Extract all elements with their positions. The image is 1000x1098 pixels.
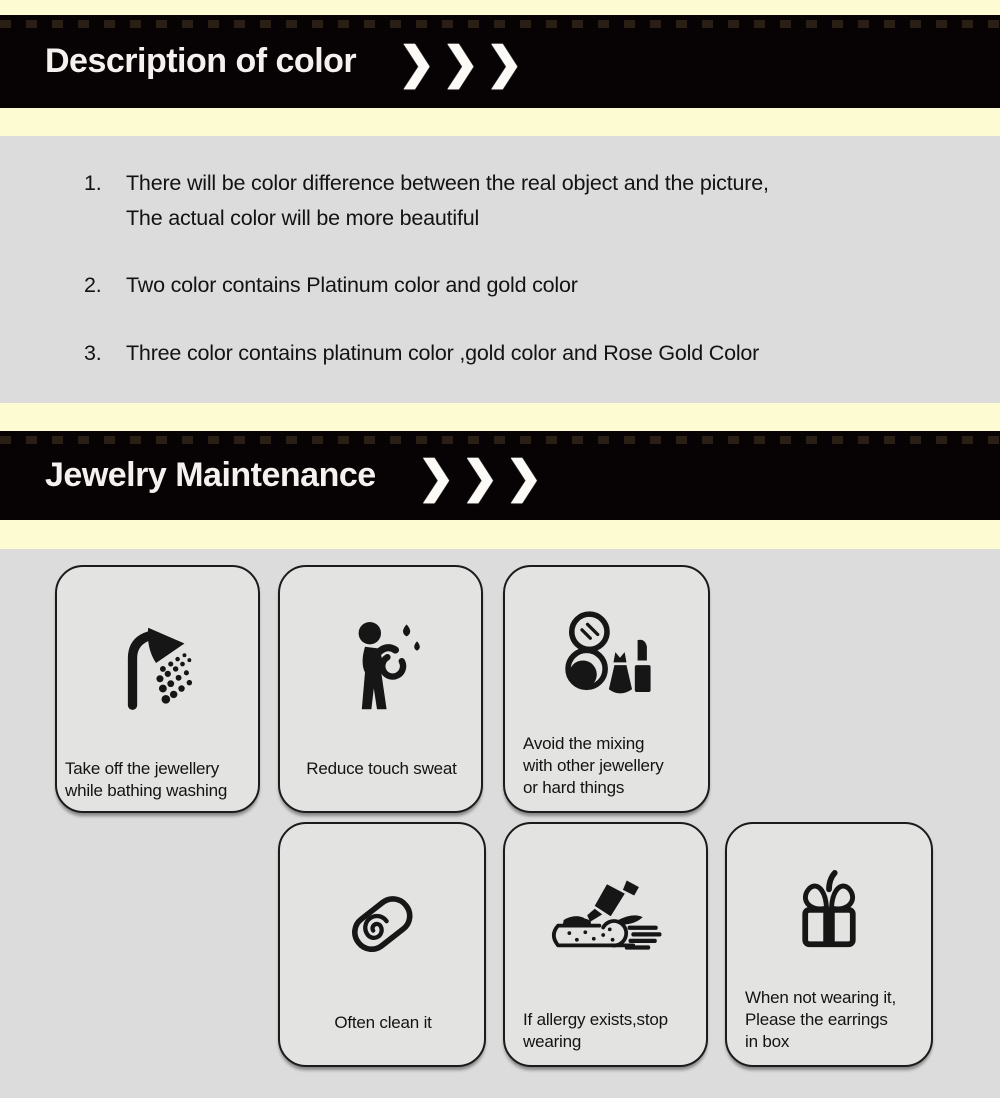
cosmetics-icon (505, 567, 708, 733)
color-section-title: Description of color (45, 42, 357, 80)
maintenance-title: Jewelry Maintenance (45, 456, 376, 494)
triple-chevron-icon: ❯❯❯ (398, 39, 530, 88)
color-note-item (84, 166, 960, 236)
triple-chevron-icon: ❯❯❯ (417, 453, 550, 502)
sweat-icon (280, 567, 481, 758)
maintenance-card-bathing (55, 565, 260, 813)
note-text: Two color contains Platinum color and gold color (126, 273, 578, 297)
card-caption: Avoid the mixing with other jewellery or hard things (523, 733, 664, 797)
color-notes-list (0, 136, 1000, 403)
note-text: There will be color difference between the real object and the picture, The actual color will be more beautiful (126, 171, 769, 230)
cleaning-cloth-icon (280, 824, 484, 1012)
maintenance-cards (0, 549, 1000, 1098)
card-caption: If allergy exists,stop wearing (523, 1009, 668, 1051)
note-number: 2. (84, 273, 102, 297)
color-note-item (84, 336, 960, 371)
maintenance-card-cosmetics (503, 565, 710, 813)
maintenance-card-sweat (278, 565, 483, 813)
accent-strip (0, 108, 1000, 136)
note-text: Three color contains platinum color ,gold color and Rose Gold Color (126, 341, 760, 365)
maintenance-card-storage (725, 822, 933, 1067)
card-caption: When not wearing it, Please the earrings in box (745, 987, 896, 1051)
shower-icon (57, 567, 258, 758)
maintenance-card-clean (278, 822, 486, 1067)
card-caption: Often clean it (334, 1012, 432, 1032)
accent-strip (0, 403, 1000, 431)
maintenance-card-allergy (503, 822, 708, 1067)
gift-box-icon (727, 824, 931, 987)
accent-strip (0, 520, 1000, 549)
card-caption: Reduce touch sweat (306, 758, 457, 778)
card-caption: Take off the jewellery while bathing washing (65, 758, 228, 800)
ointment-allergy-icon (505, 824, 706, 1009)
note-number: 1. (84, 171, 102, 195)
maintenance-banner (0, 431, 1000, 520)
note-number: 3. (84, 341, 102, 365)
color-section-banner (0, 15, 1000, 108)
accent-strip (0, 0, 1000, 15)
color-note-item (84, 268, 960, 303)
